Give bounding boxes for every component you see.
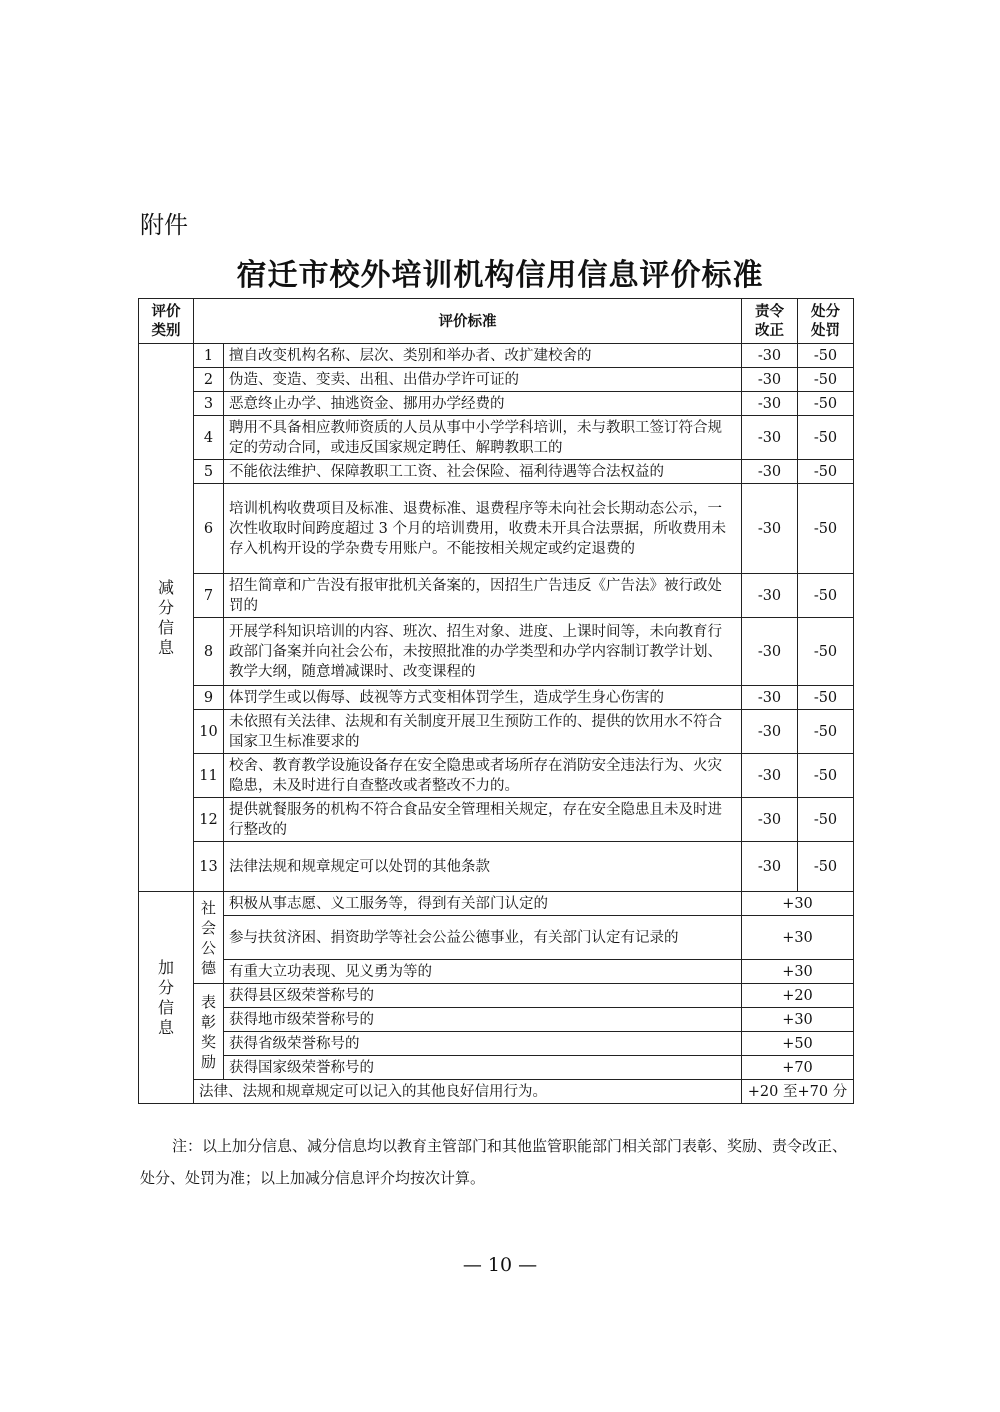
page-number: — 10 — [462, 1254, 538, 1276]
bonus-other-text: 法律、法规和规章规定可以记入的其他良好信用行为。 [194, 1080, 742, 1104]
correct-score: -30 [742, 710, 798, 754]
bonus-criterion-text: 获得县区级荣誉称号的 [224, 984, 742, 1008]
table-row [139, 892, 854, 916]
correct-score: -30 [742, 618, 798, 686]
bonus-score: +30 [742, 1008, 854, 1032]
bonus-other-score: +20 至+70 分 [742, 1080, 854, 1104]
table-row [139, 368, 854, 392]
bonus-criterion-text: 有重大立功表现、见义勇为等的 [224, 960, 742, 984]
table-row [139, 574, 854, 618]
evaluation-table [138, 298, 854, 1104]
table-row [139, 842, 854, 892]
row-number: 9 [194, 686, 224, 710]
table-row [139, 1032, 854, 1056]
bonus-category: 加 分 信 息 [139, 892, 194, 1104]
penalty-score: -50 [798, 754, 854, 798]
bonus-group-name: 表 彰 奖 励 [194, 984, 224, 1080]
table-row [139, 798, 854, 842]
criterion-text: 恶意终止办学、抽逃资金、挪用办学经费的 [224, 392, 742, 416]
criterion-text: 伪造、变造、变卖、出租、出借办学许可证的 [224, 368, 742, 392]
table-row [139, 710, 854, 754]
penalty-score: -50 [798, 798, 854, 842]
attachment-label: 附件 [140, 211, 188, 239]
table-row [139, 1056, 854, 1080]
criterion-text: 提供就餐服务的机构不符合食品安全管理相关规定，存在安全隐患且未及时进行整改的 [224, 798, 742, 842]
bonus-criterion-text: 获得省级荣誉称号的 [224, 1032, 742, 1056]
row-number: 2 [194, 368, 224, 392]
table-row [139, 754, 854, 798]
criterion-text: 开展学科知识培训的内容、班次、招生对象、进度、上课时间等，未向教育行政部门备案并向社会公布，未按照批准的办学类型和办学内容制订教学计划、教学大纲，随意增减课时、改变课程的 [224, 618, 742, 686]
header-category: 评价 类别 [139, 299, 194, 344]
correct-score: -30 [742, 368, 798, 392]
row-number: 6 [194, 484, 224, 574]
row-number: 13 [194, 842, 224, 892]
bonus-score: +30 [742, 916, 854, 960]
row-number: 10 [194, 710, 224, 754]
bonus-criterion-text: 参与扶贫济困、捐资助学等社会公益公德事业，有关部门认定有记录的 [224, 916, 742, 960]
correct-score: -30 [742, 392, 798, 416]
row-number: 11 [194, 754, 224, 798]
penalty-score: -50 [798, 618, 854, 686]
criterion-text: 培训机构收费项目及标准、退费标准、退费程序等未向社会长期动态公示，一次性收取时间跨度超过 3 个月的培训费用，收费未开具合法票据，所收费用未存入机构开设的学杂费专用账户。不能按相关规定或约定退费的 [224, 484, 742, 574]
table-body [139, 344, 854, 1104]
correct-score: -30 [742, 798, 798, 842]
table-row [139, 416, 854, 460]
correct-score: -30 [742, 416, 798, 460]
bonus-score: +30 [742, 892, 854, 916]
table-row [139, 344, 854, 368]
row-number: 1 [194, 344, 224, 368]
penalty-score: -50 [798, 368, 854, 392]
penalty-score: -50 [798, 344, 854, 368]
correct-score: -30 [742, 754, 798, 798]
penalty-score: -50 [798, 842, 854, 892]
row-number: 3 [194, 392, 224, 416]
footnote: 注：以上加分信息、减分信息均以教育主管部门和其他监管职能部门相关部门表彰、奖励、责令改正、处分、处罚为准；以上加减分信息评介均按次计算。 [140, 1137, 848, 1187]
criterion-text: 校舍、教育教学设施设备存在安全隐患或者场所存在消防安全违法行为、火灾隐患，未及时进行自查整改或者整改不力的。 [224, 754, 742, 798]
bonus-group-name: 社 会 公 德 [194, 892, 224, 984]
table-row [139, 984, 854, 1008]
correct-score: -30 [742, 344, 798, 368]
correct-score: -30 [742, 460, 798, 484]
criterion-text: 招生简章和广告没有报审批机关备案的，因招生广告违反《广告法》被行政处罚的 [224, 574, 742, 618]
penalty-score: -50 [798, 686, 854, 710]
penalty-score: -50 [798, 416, 854, 460]
correct-score: -30 [742, 686, 798, 710]
table-row [139, 960, 854, 984]
criterion-text: 聘用不具备相应教师资质的人员从事中小学学科培训，未与教职工签订符合规定的劳动合同，或违反国家规定聘任、解聘教职工的 [224, 416, 742, 460]
table-row [139, 392, 854, 416]
criterion-text: 法律法规和规章规定可以处罚的其他条款 [224, 842, 742, 892]
row-number: 12 [194, 798, 224, 842]
table-row [139, 686, 854, 710]
header-correct: 责令 改正 [742, 299, 798, 344]
bonus-score: +50 [742, 1032, 854, 1056]
header-penalty: 处分 处罚 [798, 299, 854, 344]
table-row [139, 1008, 854, 1032]
criterion-text: 体罚学生或以侮辱、歧视等方式变相体罚学生，造成学生身心伤害的 [224, 686, 742, 710]
row-number: 8 [194, 618, 224, 686]
row-number: 7 [194, 574, 224, 618]
penalty-score: -50 [798, 574, 854, 618]
bonus-criterion-text: 获得国家级荣誉称号的 [224, 1056, 742, 1080]
criterion-text: 不能依法维护、保障教职工工资、社会保险、福利待遇等合法权益的 [224, 460, 742, 484]
document-title: 宿迁市校外培训机构信用信息评价标准 [236, 258, 764, 293]
table-row [139, 484, 854, 574]
penalty-score: -50 [798, 460, 854, 484]
table-row [139, 460, 854, 484]
correct-score: -30 [742, 574, 798, 618]
bonus-score: +20 [742, 984, 854, 1008]
bonus-score: +70 [742, 1056, 854, 1080]
deduction-category: 减 分 信 息 [139, 344, 194, 892]
penalty-score: -50 [798, 484, 854, 574]
table-row [139, 916, 854, 960]
penalty-score: -50 [798, 392, 854, 416]
table-row [139, 1080, 854, 1104]
criterion-text: 未依照有关法律、法规和有关制度开展卫生预防工作的、提供的饮用水不符合国家卫生标准要求的 [224, 710, 742, 754]
bonus-score: +30 [742, 960, 854, 984]
header-standard: 评价标准 [194, 299, 742, 344]
correct-score: -30 [742, 842, 798, 892]
penalty-score: -50 [798, 710, 854, 754]
bonus-criterion-text: 积极从事志愿、义工服务等，得到有关部门认定的 [224, 892, 742, 916]
row-number: 4 [194, 416, 224, 460]
correct-score: -30 [742, 484, 798, 574]
criterion-text: 擅自改变机构名称、层次、类别和举办者、改扩建校舍的 [224, 344, 742, 368]
bonus-criterion-text: 获得地市级荣誉称号的 [224, 1008, 742, 1032]
table-row [139, 618, 854, 686]
row-number: 5 [194, 460, 224, 484]
